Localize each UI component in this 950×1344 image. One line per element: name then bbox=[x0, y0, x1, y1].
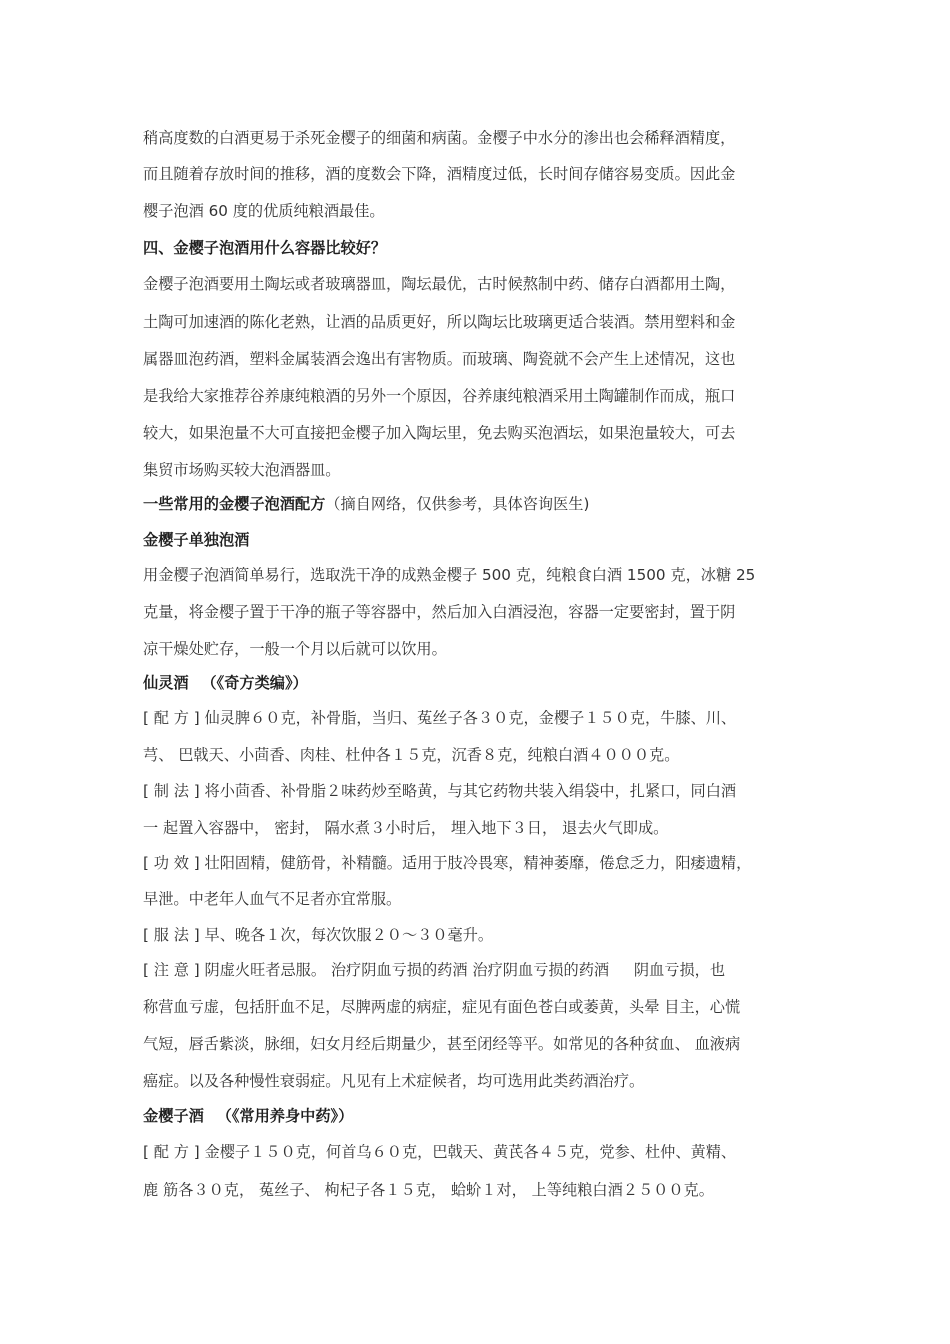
recipes-heading bbox=[143, 494, 589, 514]
recipe-line: [ 制 法 ] 将小茴香、补骨脂２味药炒至略黄，与其它药物共装入绢袋中，扎紧口，同白酒 bbox=[143, 782, 737, 800]
recipe-title: 金樱子酒 （《常用养身中药》） bbox=[143, 1107, 354, 1125]
recipe-line: [ 配 方 ] 仙灵脾６０克，补骨脂，当归、菟丝子各３０克，金樱子１５０克，牛膝、川、 bbox=[143, 709, 737, 727]
paragraph-line: 土陶可加速酒的陈化老熟，让酒的品质更好，所以陶坛比玻璃更适合装酒。禁用塑料和金 bbox=[143, 313, 736, 331]
section-heading: 金樱子单独泡酒 bbox=[143, 531, 250, 549]
paragraph-line: 金樱子泡酒要用土陶坛或者玻璃器皿，陶坛最优，古时候熬制中药、储存白酒都用土陶， bbox=[143, 275, 736, 293]
paragraph-line: 用金樱子泡酒简单易行，选取洗干净的成熟金樱子 500 克，纯粮食白酒 1500 克，冰糖 25 bbox=[143, 566, 756, 584]
recipe-line: 称营血亏虚，包括肝血不足，尽脾两虚的病症，症见有面色苍白或萎黄，头晕 目主，心慌 bbox=[143, 998, 741, 1016]
recipe-line: 鹿 筋各３０克， 菟丝子、 枸杞子各１５克， 蛤蚧１对， 上等纯粮白酒２５００克。 bbox=[143, 1181, 714, 1199]
recipe-line: 一 起置入容器中， 密封， 隔水煮３小时后， 埋入地下３日， 退去火气即成。 bbox=[143, 819, 669, 837]
recipe-line: 癌症。以及各种慢性衰弱症。凡见有上术症候者，均可选用此类药酒治疗。 bbox=[143, 1072, 645, 1090]
paragraph-line: 稍高度数的白酒更易于杀死金樱子的细菌和病菌。金樱子中水分的渗出也会稀释酒精度， bbox=[143, 129, 736, 147]
recipe-line: [ 配 方 ] 金樱子１５０克，何首乌６０克，巴戟天、黄芪各４５克，党参、杜仲、黄精、 bbox=[143, 1143, 737, 1161]
recipe-line: [ 服 法 ] 早、晚各１次，每次饮服２０～３０毫升。 bbox=[143, 926, 494, 944]
recipes-heading-note: （摘自网络，仅供参考，具体咨询医生) bbox=[325, 495, 590, 513]
recipes-heading-title: 一些常用的金樱子泡酒配方 bbox=[143, 495, 326, 513]
recipe-line: [ 功 效 ] 壮阳固精，健筋骨，补精髓。适用于肢冷畏寒，精神萎靡，倦怠乏力，阳痿遗精， bbox=[143, 854, 752, 872]
paragraph-line: 是我给大家推荐谷养康纯粮酒的另外一个原因，谷养康纯粮酒采用土陶罐制作而成，瓶口 bbox=[143, 387, 736, 405]
paragraph-line: 凉干燥处贮存，一般一个月以后就可以饮用。 bbox=[143, 640, 447, 658]
paragraph-line: 较大，如果泡量不大可直接把金樱子加入陶坛里，免去购买泡酒坛，如果泡量较大，可去 bbox=[143, 424, 736, 442]
recipe-line: [ 注 意 ] 阴虚火旺者忌服。 治疗阴血亏损的药酒 治疗阴血亏损的药酒 阴血亏损，也 bbox=[143, 961, 726, 979]
paragraph-line: 樱子泡酒 60 度的优质纯粮酒最佳。 bbox=[143, 202, 385, 220]
paragraph-line: 集贸市场购买较大泡酒器皿。 bbox=[143, 461, 341, 479]
recipe-title: 仙灵酒 （《奇方类编》） bbox=[143, 674, 308, 692]
recipe-line: 气短，唇舌紫淡，脉细，妇女月经后期量少，甚至闭经等平。如常见的各种贫血、 血液病 bbox=[143, 1035, 741, 1053]
paragraph-line: 克量，将金樱子置于干净的瓶子等容器中，然后加入白酒浸泡，容器一定要密封，置于阴 bbox=[143, 603, 736, 621]
section-heading: 四、金樱子泡酒用什么容器比较好？ bbox=[143, 239, 386, 257]
paragraph-line: 而且随着存放时间的推移，酒的度数会下降，酒精度过低，长时间存储容易变质。因此金 bbox=[143, 165, 736, 183]
recipe-line: 早泄。中老年人血气不足者亦宜常服。 bbox=[143, 890, 402, 908]
recipe-line: 芎、 巴戟天、小茴香、肉桂、杜仲各１５克，沉香８克，纯粮白酒４０００克。 bbox=[143, 746, 680, 764]
paragraph-line: 属器皿泡药酒，塑料金属装酒会逸出有害物质。而玻璃、陶瓷就不会产生上述情况，这也 bbox=[143, 350, 736, 368]
